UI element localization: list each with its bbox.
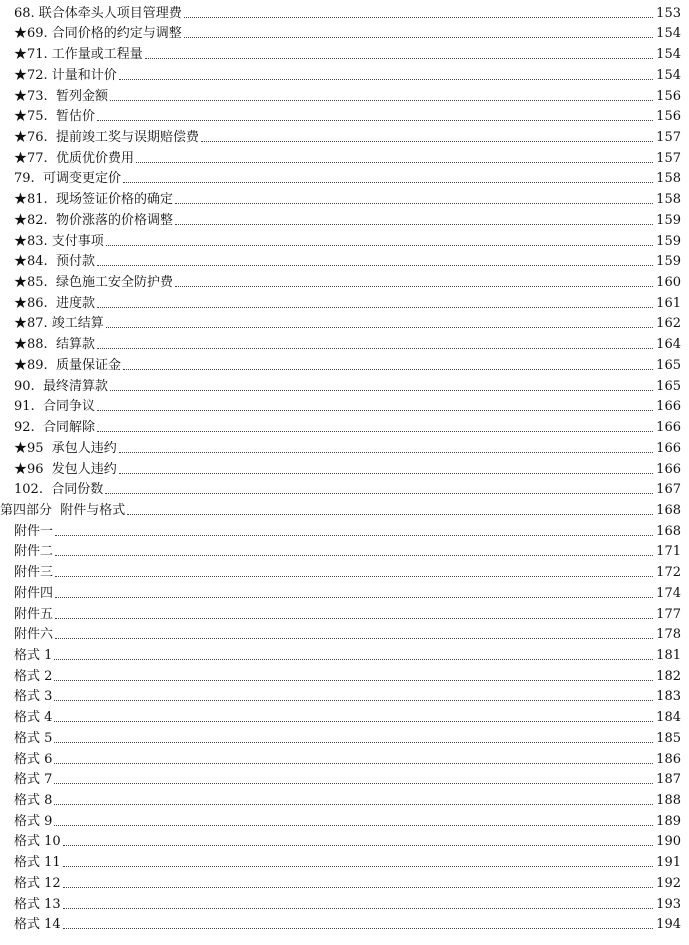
toc-entry-page-number: 192	[656, 875, 681, 891]
toc-entry-page-number: 154	[656, 67, 681, 83]
toc-entry-page-number: 183	[656, 689, 681, 705]
toc-entry-page-number: 166	[656, 440, 681, 456]
toc-entry[interactable]	[0, 829, 689, 850]
dot-leader	[55, 638, 653, 639]
toc-entry-title: 格式 12	[14, 875, 61, 891]
dot-leader	[54, 825, 653, 826]
toc-entry-title: 格式 7	[14, 772, 53, 788]
toc-entry[interactable]	[0, 518, 689, 539]
toc-entry[interactable]	[0, 145, 689, 166]
dot-leader	[54, 763, 653, 764]
dot-leader	[175, 286, 653, 287]
toc-entry-title: 92. 合同解除	[14, 420, 95, 436]
dot-leader	[123, 369, 653, 370]
dot-leader	[175, 224, 653, 225]
toc-entry-title: ★81. 现场签证价格的确定	[14, 192, 173, 208]
toc-entry[interactable]	[0, 642, 689, 663]
toc-entry[interactable]	[0, 767, 689, 788]
toc-entry-title: ★87. 竣工结算	[14, 316, 104, 332]
toc-entry-title: 格式 13	[14, 896, 61, 912]
toc-entry[interactable]	[0, 83, 689, 104]
toc-entry-title: 格式 6	[14, 751, 53, 767]
toc-entry[interactable]	[0, 456, 689, 477]
toc-entry-title: ★83. 支付事项	[14, 233, 104, 249]
dot-leader	[145, 58, 653, 59]
toc-entry-title: ★84. 预付款	[14, 254, 95, 270]
dot-leader	[184, 17, 653, 18]
toc-entry-title: 附件一	[14, 523, 54, 539]
toc-entry[interactable]	[0, 207, 689, 228]
toc-entry-page-number: 189	[656, 813, 681, 829]
toc-entry[interactable]	[0, 311, 689, 332]
toc-entry-title: 格式 14	[14, 917, 61, 933]
dot-leader	[110, 100, 653, 101]
dot-leader	[97, 431, 653, 432]
toc-entry-title: ★76. 提前竣工奖与误期赔偿费	[14, 130, 199, 145]
dot-leader	[110, 390, 653, 391]
toc-entry[interactable]	[0, 850, 689, 871]
toc-entry-page-number: 174	[656, 585, 681, 601]
toc-entry-title: ★88. 结算款	[14, 337, 95, 353]
toc-entry-page-number: 181	[656, 648, 681, 663]
toc-entry-page-number: 194	[656, 917, 681, 933]
toc-entry-title: ★72. 计量和计价	[14, 67, 117, 83]
toc-entry-page-number: 182	[656, 668, 681, 684]
toc-entry-title: 90. 最终清算款	[14, 378, 108, 394]
toc-entry[interactable]	[0, 684, 689, 705]
toc-entry-title: 格式 10	[14, 834, 61, 850]
toc-entry-page-number: 166	[656, 461, 681, 477]
toc-entry-title: ★75. 暂估价	[14, 109, 95, 125]
dot-leader	[175, 203, 653, 204]
dot-leader	[54, 680, 653, 681]
toc-entry-title: 格式 8	[14, 793, 53, 809]
toc-entry-title: 格式 3	[14, 689, 53, 705]
dot-leader	[97, 410, 653, 411]
dot-leader	[106, 245, 653, 246]
toc-entry[interactable]	[0, 104, 689, 125]
toc-entry-page-number: 187	[656, 772, 681, 788]
toc-entry-title: 格式 1	[14, 648, 53, 663]
toc-entry-title: ★89. 质量保证金	[14, 357, 121, 373]
toc-entry-title: 第四部分 附件与格式	[0, 502, 126, 518]
toc-entry-page-number: 156	[656, 109, 681, 125]
toc-entry[interactable]	[0, 269, 689, 290]
toc-entry[interactable]	[0, 663, 689, 684]
dot-leader	[63, 866, 653, 867]
dot-leader	[54, 742, 653, 743]
dot-leader	[63, 845, 653, 846]
dot-leader	[54, 721, 653, 722]
toc-entry[interactable]	[0, 601, 689, 622]
dot-leader	[54, 804, 653, 805]
toc-entry-page-number: 191	[656, 855, 681, 871]
toc-entry-title: ★96 发包人违约	[14, 461, 117, 477]
toc-entry[interactable]	[0, 249, 689, 270]
dot-leader	[55, 535, 653, 536]
dot-leader	[54, 700, 653, 701]
toc-entry-title: ★82. 物价涨落的价格调整	[14, 212, 173, 228]
toc-entry-page-number: 161	[656, 295, 681, 311]
toc-entry[interactable]	[0, 352, 689, 373]
toc-entry[interactable]	[0, 394, 689, 415]
dot-leader	[63, 887, 653, 888]
toc-entry[interactable]	[0, 746, 689, 767]
toc-entry-page-number: 171	[656, 544, 681, 560]
toc-entry[interactable]	[0, 41, 689, 62]
dot-leader	[55, 618, 653, 619]
dot-leader	[201, 141, 653, 142]
toc-entry-title: 附件五	[14, 606, 54, 622]
toc-entry-page-number: 188	[656, 793, 681, 809]
toc-entry[interactable]	[0, 477, 689, 498]
toc-entry-title: 格式 11	[14, 855, 61, 871]
toc-entry-page-number: 172	[656, 565, 681, 581]
toc-entry-title: 附件六	[14, 627, 54, 643]
toc-entry-page-number: 166	[656, 399, 681, 415]
toc-entry-title: 格式 9	[14, 813, 53, 829]
dot-leader	[127, 514, 653, 515]
toc-entry-title: 附件四	[14, 585, 54, 601]
dot-leader	[123, 182, 653, 183]
toc-entry-page-number: 177	[656, 606, 681, 622]
toc-entry-page-number: 156	[656, 88, 681, 104]
toc-entry-page-number: 154	[656, 26, 681, 42]
toc-entry-page-number: 159	[656, 233, 681, 249]
toc-entry[interactable]	[0, 808, 689, 829]
toc-entry[interactable]	[0, 725, 689, 746]
toc-entry-page-number: 168	[656, 502, 681, 518]
toc-entry[interactable]	[0, 622, 689, 643]
toc-entry[interactable]	[0, 290, 689, 311]
toc-entry-title: 格式 2	[14, 668, 53, 684]
dot-leader	[106, 327, 653, 328]
dot-leader	[55, 597, 653, 598]
toc-entry-title: 附件二	[14, 544, 54, 560]
toc-entry-page-number: 153	[656, 5, 681, 21]
toc-entry-title: ★77. 优质优价费用	[14, 150, 134, 166]
dot-leader	[136, 162, 653, 163]
toc-entry-title: ★69. 合同价格的约定与调整	[14, 26, 182, 42]
toc-entry-page-number: 160	[656, 275, 681, 291]
dot-leader	[55, 555, 653, 556]
dot-leader	[105, 493, 653, 494]
toc-entry[interactable]	[0, 912, 689, 933]
dot-leader	[63, 908, 653, 909]
dot-leader	[54, 659, 653, 660]
toc-entry-title: ★86. 进度款	[14, 295, 95, 311]
toc-entry-page-number: 159	[656, 254, 681, 270]
dot-leader	[119, 473, 653, 474]
dot-leader	[97, 265, 653, 266]
dot-leader	[97, 120, 653, 121]
toc-entry-page-number: 162	[656, 316, 681, 332]
toc-entry-title: 格式 5	[14, 730, 53, 746]
toc-entry-page-number: 165	[656, 357, 681, 373]
toc-entry[interactable]	[0, 497, 689, 518]
toc-entry[interactable]	[0, 332, 689, 353]
toc-entry-title: 附件三	[14, 565, 54, 581]
toc-entry-title: 79. 可调变更定价	[14, 171, 121, 187]
toc-entry-title: 102. 合同份数	[14, 482, 104, 498]
dot-leader	[119, 79, 653, 80]
toc-entry-page-number: 168	[656, 523, 681, 539]
toc-entry-page-number: 190	[656, 834, 681, 850]
toc-entry-page-number: 158	[656, 171, 681, 187]
toc-entry-page-number: 157	[656, 130, 681, 145]
dot-leader	[119, 452, 653, 453]
toc-entry[interactable]	[0, 186, 689, 207]
toc-entry[interactable]	[0, 228, 689, 249]
toc-entry[interactable]	[0, 62, 689, 83]
toc-entry-title: 68. 联合体牵头人项目管理费	[14, 5, 182, 21]
toc-entry[interactable]	[0, 539, 689, 560]
toc-entry[interactable]	[0, 580, 689, 601]
toc-entry-title: ★95 承包人违约	[14, 440, 117, 456]
toc-entry-title: 91. 合同争议	[14, 399, 95, 415]
dot-leader	[63, 928, 653, 929]
dot-leader	[54, 783, 653, 784]
toc-entry[interactable]	[0, 373, 689, 394]
toc-entry[interactable]	[0, 21, 689, 42]
toc-entry[interactable]	[0, 704, 689, 725]
toc-entry-page-number: 159	[656, 212, 681, 228]
toc-entry[interactable]	[0, 414, 689, 435]
toc-entry-page-number: 166	[656, 420, 681, 436]
toc-entry-page-number: 158	[656, 192, 681, 208]
toc-entry[interactable]	[0, 870, 689, 891]
toc-entry-page-number: 164	[656, 337, 681, 353]
toc-entry-title: ★85. 绿色施工安全防护费	[14, 275, 173, 291]
toc-entry-page-number: 154	[656, 47, 681, 63]
dot-leader	[55, 576, 653, 577]
toc-entry-page-number: 185	[656, 730, 681, 746]
toc-entry-title: ★73. 暂列金额	[14, 88, 108, 104]
toc-entry[interactable]	[0, 166, 689, 187]
toc-entry[interactable]	[0, 0, 689, 21]
toc-entry-title: 格式 4	[14, 710, 53, 726]
toc-entry-page-number: 157	[656, 150, 681, 166]
toc-entry[interactable]	[0, 891, 689, 912]
dot-leader	[97, 307, 653, 308]
toc-entry[interactable]	[0, 559, 689, 580]
dot-leader	[184, 37, 653, 38]
toc-entry-page-number: 184	[656, 710, 681, 726]
toc-entry-page-number: 186	[656, 751, 681, 767]
toc-entry[interactable]	[0, 124, 689, 145]
toc-entry-page-number: 178	[656, 627, 681, 643]
toc-entry-page-number: 193	[656, 896, 681, 912]
toc-entry[interactable]	[0, 435, 689, 456]
toc-entry-page-number: 167	[656, 482, 681, 498]
dot-leader	[97, 348, 653, 349]
toc-entry[interactable]	[0, 787, 689, 808]
toc-entry-title: ★71. 工作量或工程量	[14, 47, 143, 63]
toc-entry-page-number: 165	[656, 378, 681, 394]
